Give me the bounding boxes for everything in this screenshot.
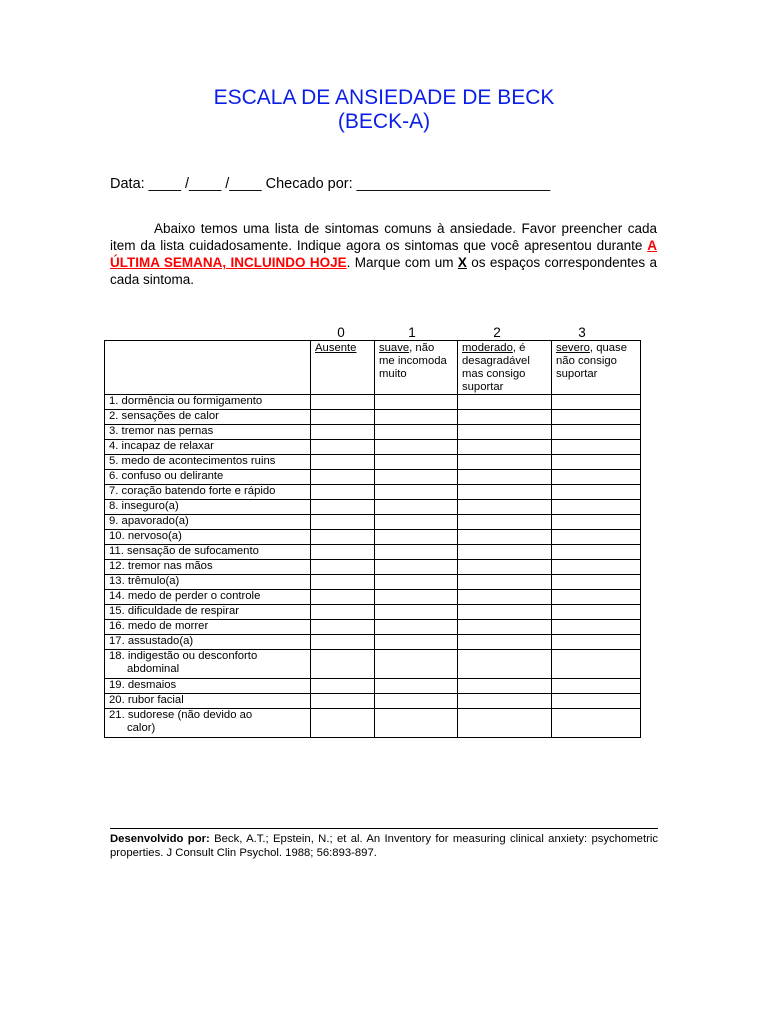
table-row xyxy=(105,635,641,650)
answer-cell-1[interactable] xyxy=(375,530,458,545)
answer-cell-2[interactable] xyxy=(458,694,552,709)
answer-cell-3[interactable] xyxy=(552,500,641,515)
symptom-label: 2. sensações de calor xyxy=(105,410,311,425)
symptom-label: 10. nervoso(a) xyxy=(105,530,311,545)
answer-cell-2[interactable] xyxy=(458,679,552,694)
answer-cell-0[interactable] xyxy=(311,650,375,679)
answer-cell-3[interactable] xyxy=(552,395,641,410)
answer-cell-1[interactable] xyxy=(375,560,458,575)
answer-cell-0[interactable] xyxy=(311,410,375,425)
answer-cell-2[interactable] xyxy=(458,470,552,485)
instructions-text-1: Abaixo temos uma lista de sintomas comuns à ansiedade. Favor preencher cada item da lista cuidadosamente. Indique agora os sintomas que você apresentou durante xyxy=(110,221,657,253)
table-row xyxy=(105,590,641,605)
symptom-label: 13. trêmulo(a) xyxy=(105,575,311,590)
answer-cell-0[interactable] xyxy=(311,515,375,530)
table-row xyxy=(105,515,641,530)
answer-cell-3[interactable] xyxy=(552,694,641,709)
answer-cell-2[interactable] xyxy=(458,575,552,590)
table-row xyxy=(105,694,641,709)
answer-cell-1[interactable] xyxy=(375,410,458,425)
answer-cell-3[interactable] xyxy=(552,470,641,485)
answer-cell-2[interactable] xyxy=(458,440,552,455)
table-row xyxy=(105,485,641,500)
answer-cell-1[interactable] xyxy=(375,694,458,709)
table-row xyxy=(105,709,641,738)
header-level-0: Ausente xyxy=(311,341,375,395)
footer-citation xyxy=(110,832,658,860)
instructions-x-mark: X xyxy=(457,255,467,270)
answer-cell-0[interactable] xyxy=(311,455,375,470)
table-row xyxy=(105,560,641,575)
symptom-label: 4. incapaz de relaxar xyxy=(105,440,311,455)
symptom-label: 14. medo de perder o controle xyxy=(105,590,311,605)
answer-cell-3[interactable] xyxy=(552,679,641,694)
answer-cell-3[interactable] xyxy=(552,605,641,620)
symptom-label: 5. medo de acontecimentos ruins xyxy=(105,455,311,470)
answer-cell-3[interactable] xyxy=(552,709,641,738)
table-row xyxy=(105,545,641,560)
answer-cell-1[interactable] xyxy=(375,455,458,470)
table-row xyxy=(105,470,641,485)
instructions-highlight: A ÚLTIMA SEMANA, INCLUINDO HOJE xyxy=(110,238,657,270)
table-row xyxy=(105,455,641,470)
answer-cell-3[interactable] xyxy=(552,425,641,440)
answer-cell-0[interactable] xyxy=(311,530,375,545)
symptom-label: 12. tremor nas mãos xyxy=(105,560,311,575)
answer-cell-0[interactable] xyxy=(311,605,375,620)
footer-divider xyxy=(110,828,658,829)
instructions-paragraph xyxy=(110,220,657,288)
answer-cell-0[interactable] xyxy=(311,470,375,485)
answer-cell-2[interactable] xyxy=(458,620,552,635)
scale-numbers xyxy=(0,325,768,341)
answer-cell-0[interactable] xyxy=(311,635,375,650)
answer-cell-0[interactable] xyxy=(311,395,375,410)
answer-cell-1[interactable] xyxy=(375,620,458,635)
title-line-1: ESCALA DE ANSIEDADE DE BECK xyxy=(213,86,555,109)
table-row xyxy=(105,395,641,410)
answer-cell-0[interactable] xyxy=(311,560,375,575)
answer-cell-3[interactable] xyxy=(552,575,641,590)
table-row xyxy=(105,440,641,455)
symptom-label: 6. confuso ou delirante xyxy=(105,470,311,485)
answer-cell-2[interactable] xyxy=(458,560,552,575)
answer-cell-0[interactable] xyxy=(311,545,375,560)
symptom-label: 9. apavorado(a) xyxy=(105,515,311,530)
answer-cell-1[interactable] xyxy=(375,605,458,620)
answer-cell-2[interactable] xyxy=(458,500,552,515)
symptom-label: 1. dormência ou formigamento xyxy=(105,395,311,410)
answer-cell-1[interactable] xyxy=(375,650,458,679)
table-row xyxy=(105,620,641,635)
answer-cell-2[interactable] xyxy=(458,709,552,738)
answer-cell-1[interactable] xyxy=(375,545,458,560)
answer-cell-2[interactable] xyxy=(458,605,552,620)
header-level-3: severo, quase não consigo suportar xyxy=(552,341,641,395)
answer-cell-1[interactable] xyxy=(375,515,458,530)
table-row xyxy=(105,679,641,694)
header-level-2: moderado, é desagradável mas consigo suportar xyxy=(458,341,552,395)
scale-number-2: 2 xyxy=(493,325,501,340)
answer-cell-0[interactable] xyxy=(311,425,375,440)
answer-cell-3[interactable] xyxy=(552,455,641,470)
header-level-1: suave, não me incomoda muito xyxy=(375,341,458,395)
answer-cell-1[interactable] xyxy=(375,440,458,455)
header-blank-cell xyxy=(105,341,311,395)
answer-cell-0[interactable] xyxy=(311,694,375,709)
footer-label: Desenvolvido por: xyxy=(110,833,210,845)
table-row xyxy=(105,425,641,440)
answer-cell-3[interactable] xyxy=(552,485,641,500)
answer-cell-0[interactable] xyxy=(311,679,375,694)
symptom-label: 7. coração batendo forte e rápido xyxy=(105,485,311,500)
answer-cell-3[interactable] xyxy=(552,410,641,425)
symptom-label: 17. assustado(a) xyxy=(105,635,311,650)
answer-cell-1[interactable] xyxy=(375,470,458,485)
scale-number-1: 1 xyxy=(408,325,416,340)
answer-cell-3[interactable] xyxy=(552,515,641,530)
answer-cell-0[interactable] xyxy=(311,485,375,500)
answer-cell-0[interactable] xyxy=(311,620,375,635)
answer-cell-0[interactable] xyxy=(311,440,375,455)
date-checker-line: Data: ____ /____ /____ Checado por: ________________________ xyxy=(110,176,551,192)
table-header-row xyxy=(105,341,641,395)
table-row xyxy=(105,575,641,590)
table-row xyxy=(105,500,641,515)
symptom-label: 8. inseguro(a) xyxy=(105,500,311,515)
symptom-table xyxy=(104,340,641,738)
table-row xyxy=(105,410,641,425)
scale-number-3: 3 xyxy=(578,325,586,340)
answer-cell-3[interactable] xyxy=(552,530,641,545)
answer-cell-0[interactable] xyxy=(311,500,375,515)
table-row xyxy=(105,605,641,620)
answer-cell-1[interactable] xyxy=(375,500,458,515)
answer-cell-0[interactable] xyxy=(311,709,375,738)
table-row xyxy=(105,650,641,679)
answer-cell-0[interactable] xyxy=(311,575,375,590)
answer-cell-2[interactable] xyxy=(458,455,552,470)
answer-cell-3[interactable] xyxy=(552,590,641,605)
answer-cell-2[interactable] xyxy=(458,530,552,545)
answer-cell-1[interactable] xyxy=(375,635,458,650)
answer-cell-1[interactable] xyxy=(375,679,458,694)
symptom-label: 20. rubor facial xyxy=(105,694,311,709)
answer-cell-1[interactable] xyxy=(375,575,458,590)
answer-cell-2[interactable] xyxy=(458,485,552,500)
table-row xyxy=(105,530,641,545)
answer-cell-1[interactable] xyxy=(375,709,458,738)
symptom-label: 16. medo de morrer xyxy=(105,620,311,635)
symptom-label: 11. sensação de sufocamento xyxy=(105,545,311,560)
answer-cell-3[interactable] xyxy=(552,440,641,455)
symptom-label: 3. tremor nas pernas xyxy=(105,425,311,440)
answer-cell-2[interactable] xyxy=(458,545,552,560)
instructions-text-3: os espaços correspondentes a cada sintoma. xyxy=(110,255,657,287)
answer-cell-1[interactable] xyxy=(375,395,458,410)
symptom-label: 15. dificuldade de respirar xyxy=(105,605,311,620)
footer-reference: Beck, A.T.; Epstein, N.; et al. An Inventory for measuring clinical anxiety: psychometric properties. J Consult Clin Psychol. 1988; 56:893-897. xyxy=(110,833,658,859)
answer-cell-2[interactable] xyxy=(458,395,552,410)
symptom-label: 18. indigestão ou desconforto abdominal xyxy=(105,650,311,679)
answer-cell-1[interactable] xyxy=(375,425,458,440)
answer-cell-2[interactable] xyxy=(458,515,552,530)
document-title xyxy=(0,86,768,134)
answer-cell-1[interactable] xyxy=(375,485,458,500)
answer-cell-3[interactable] xyxy=(552,620,641,635)
answer-cell-3[interactable] xyxy=(552,545,641,560)
answer-cell-0[interactable] xyxy=(311,590,375,605)
instructions-text-2: . Marque com um xyxy=(346,255,458,270)
answer-cell-2[interactable] xyxy=(458,410,552,425)
answer-cell-2[interactable] xyxy=(458,425,552,440)
answer-cell-1[interactable] xyxy=(375,590,458,605)
symptom-label: 19. desmaios xyxy=(105,679,311,694)
answer-cell-2[interactable] xyxy=(458,650,552,679)
title-line-2: (BECK-A) xyxy=(337,110,431,133)
answer-cell-3[interactable] xyxy=(552,650,641,679)
symptom-label: 21. sudorese (não devido ao calor) xyxy=(105,709,311,738)
answer-cell-2[interactable] xyxy=(458,635,552,650)
answer-cell-3[interactable] xyxy=(552,635,641,650)
scale-number-0: 0 xyxy=(337,325,345,340)
answer-cell-3[interactable] xyxy=(552,560,641,575)
answer-cell-2[interactable] xyxy=(458,590,552,605)
